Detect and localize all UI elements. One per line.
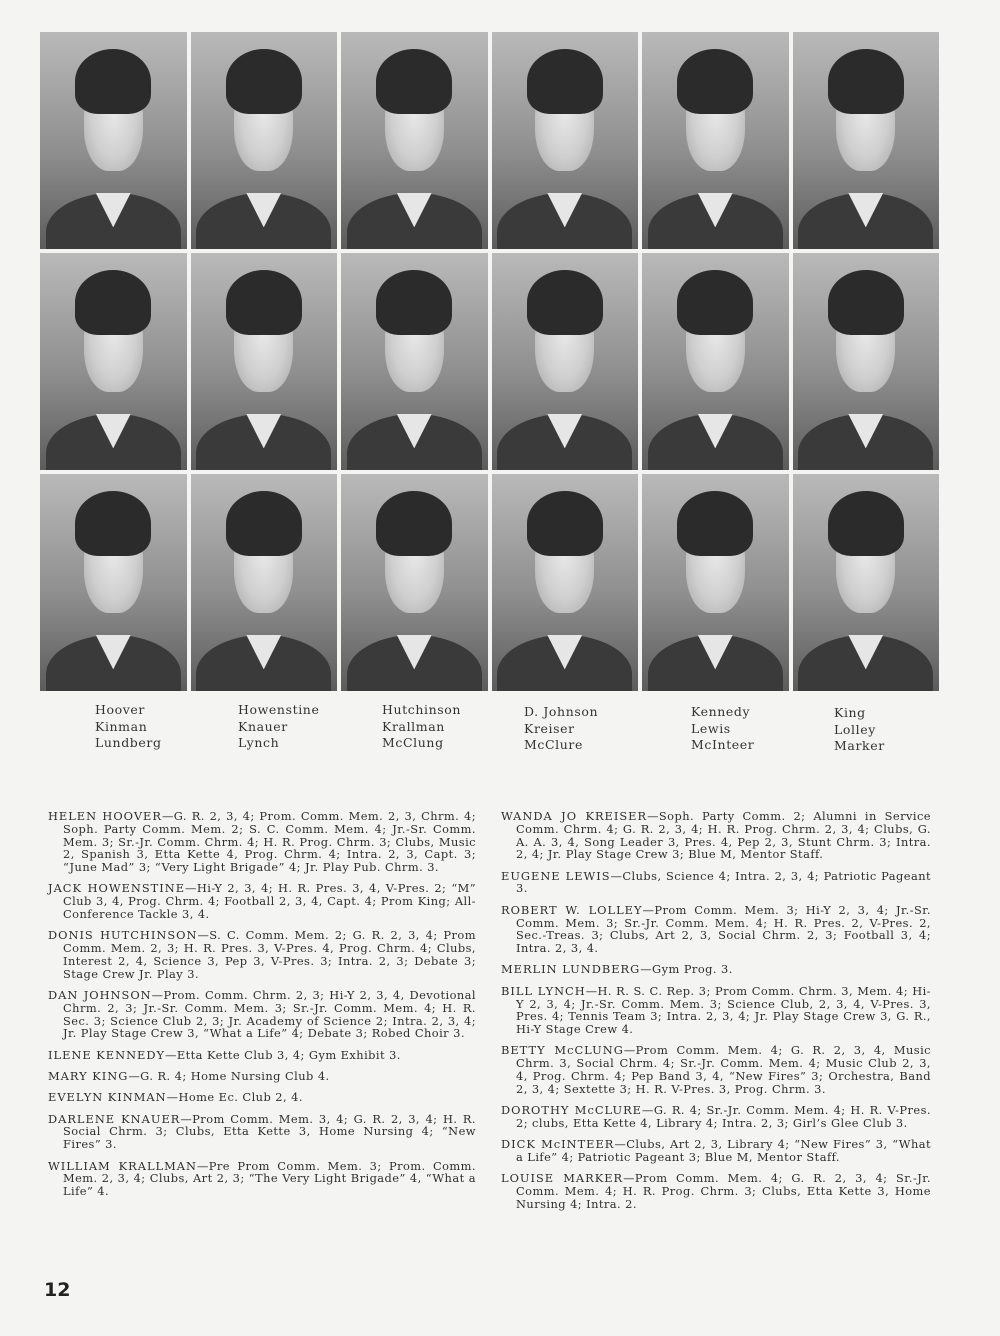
portrait-photo bbox=[341, 253, 488, 470]
student-name: BETTY McCLUNG bbox=[501, 1043, 624, 1058]
student-name: ILENE KENNEDY bbox=[48, 1047, 166, 1062]
name-column bbox=[382, 702, 461, 752]
name-column bbox=[238, 702, 319, 752]
portrait-photo bbox=[191, 32, 338, 249]
student-bio bbox=[501, 963, 931, 976]
portrait-name-key bbox=[95, 702, 915, 762]
student-name: MERLIN LUNDBERG bbox=[501, 962, 641, 977]
portrait-photo bbox=[492, 32, 639, 249]
student-name: DOROTHY McCLURE bbox=[501, 1103, 642, 1118]
student-bio bbox=[48, 989, 476, 1040]
student-bio bbox=[501, 1138, 931, 1164]
student-name: LOUISE MARKER bbox=[501, 1171, 624, 1186]
name-column bbox=[524, 704, 598, 754]
name-column bbox=[691, 704, 754, 754]
portrait-photo bbox=[40, 253, 187, 470]
portrait-photo bbox=[40, 32, 187, 249]
portrait-photo bbox=[341, 474, 488, 691]
student-activities: —Etta Kette Club 3, 4; Gym Exhibit 3. bbox=[165, 1047, 401, 1062]
portrait-photo bbox=[492, 474, 639, 691]
biography-column-left bbox=[48, 810, 476, 1206]
student-bio bbox=[48, 882, 476, 920]
student-name: WILLIAM KRALLMAN bbox=[48, 1158, 197, 1173]
student-surname: D. Johnson bbox=[524, 704, 599, 719]
student-name: JACK HOWENSTINE bbox=[48, 881, 186, 896]
portrait-photo bbox=[40, 474, 187, 691]
portrait-photo bbox=[642, 474, 789, 691]
student-activities: —Soph. Party Comm. 2; Alumni in Service Comm. Chrm. 4; G. R. 2, 3, 4; H. R. Prog. Chrm. 2, 3, 4; Clubs, G. A. A. 3, 4, Song Leader 3, Pres. 4, Pep 2, 3, Stunt Chrm. 3; Intra. 2, 4; Jr. Play Stage Crew 3; Blue M, Mentor Staff. bbox=[516, 809, 931, 862]
student-name: BILL LYNCH bbox=[501, 983, 586, 998]
name-column bbox=[834, 705, 885, 755]
student-surname: Kreiser bbox=[524, 720, 575, 736]
student-surname: Kinman bbox=[95, 718, 148, 734]
student-surname: McInteer bbox=[691, 737, 755, 752]
student-bio bbox=[501, 870, 931, 896]
student-surname: Kennedy bbox=[691, 704, 751, 719]
student-activities: —Prom. Comm. Chrm. 2, 3; Hi-Y 2, 3, 4, Devotional Chrm. 2, 3; Jr.-Sr. Comm. Mem. 3; Sr.-Jr. Comm. Mem. 4; H. R. Sec. 3; Science Club 2, 3; Jr. Academy of Science 2; Intra. 2, 3, 4; Jr. Play Stage Crew 3, “What a Life” 4; Debate 3; Robed Choir 3. bbox=[63, 988, 476, 1041]
student-surname: Hutchinson bbox=[382, 702, 462, 717]
portrait-photo bbox=[642, 32, 789, 249]
student-bio bbox=[501, 810, 931, 861]
student-activities: —S. C. Comm. Mem. 2; G. R. 2, 3, 4; Prom Comm. Mem. 2, 3; H. R. Pres. 3, V-Pres. 4, Prog. Chrm. 4; Clubs, Interest 2, 4, Science 3, Pep 3, V-Pres. 3; Intra. 2, 3; Debate 3; Stage Crew Jr. Play 3. bbox=[63, 928, 476, 981]
student-activities: —Clubs, Art 2, 3, Library 4; “New Fires” 3, “What a Life” 4; Patriotic Pageant 3; Blue M, Mentor Staff. bbox=[516, 1137, 931, 1165]
student-surname: King bbox=[834, 705, 866, 720]
student-activities: —Gym Prog. 3. bbox=[640, 962, 733, 977]
student-activities: —Prom Comm. Mem. 3; Hi-Y 2, 3, 4; Jr.-Sr. Comm. Mem. 3; Sr.-Jr. Comm. Mem. 4; H. R. Pres. 2, V-Pres. 2, Sec.-Treas. 3; Clubs, Art 2, 3, Social Chrm. 2, 3; Football 3, 4; Intra. 2, 3, 4. bbox=[516, 902, 931, 956]
student-surname: Lewis bbox=[691, 720, 731, 736]
student-surname: Krallman bbox=[382, 718, 445, 734]
student-bio bbox=[48, 1049, 476, 1062]
student-activities: —H. R. S. C. Rep. 3; Prom Comm. Chrm. 3, Mem. 4; Hi-Y 2, 3, 4; Jr.-Sr. Comm. Mem. 3; Science Club, 2, 3, 4, V-Pres. 3, Pres. 4; Tennis Team 3; Intra. 2, 3, 4; Jr. Play Stage Crew 3, G. R., Hi-Y Stage Crew 4. bbox=[516, 983, 931, 1037]
student-activities: —Hi-Y 2, 3, 4; H. R. Pres. 3, 4, V-Pres. 2; “M” Club 3, 4, Prog. Chrm. 4; Football 2, 3, 4, Capt. 4; Prom King; All-Conference Tackle 3, 4. bbox=[63, 881, 476, 922]
student-activities: —Prom Comm. Mem. 4; G. R. 2, 3, 4; Sr.-Jr. Comm. Mem. 4; H. R. Prog. Chrm. 3; Clubs, Etta Kette 3, Home Nursing 4; Intra. 2. bbox=[516, 1171, 931, 1211]
student-activities: —Prom Comm. Mem. 3, 4; G. R. 2, 3, 4; H. R. Social Chrm. 3; Clubs, Etta Kette 3, Home Nursing 4; “New Fires” 3. bbox=[63, 1111, 476, 1152]
student-activities: —G. R. 4; Sr.-Jr. Comm. Mem. 4; H. R. V-Pres. 2; clubs, Etta Kette 4, Library 4; Intra. 2, 3; Girl’s Glee Club 3. bbox=[516, 1103, 931, 1130]
portrait-photo bbox=[793, 474, 940, 691]
biography-column-right bbox=[501, 810, 931, 1219]
portrait-grid bbox=[40, 32, 939, 691]
student-bio bbox=[48, 1160, 476, 1198]
student-activities: —G. R. 4; Home Nursing Club 4. bbox=[128, 1069, 330, 1084]
portrait-photo bbox=[191, 253, 338, 470]
student-activities: —Clubs, Science 4; Intra. 2, 3, 4; Patriotic Pageant 3. bbox=[516, 868, 932, 896]
student-surname: McClure bbox=[524, 737, 583, 752]
student-bio bbox=[501, 1104, 931, 1130]
portrait-photo bbox=[492, 253, 639, 470]
name-column bbox=[95, 702, 162, 752]
portrait-photo bbox=[191, 474, 338, 691]
student-name: MARY KING bbox=[48, 1069, 129, 1084]
student-bio bbox=[48, 929, 476, 980]
portrait-photo bbox=[642, 253, 789, 470]
student-bio bbox=[48, 1113, 476, 1151]
student-surname: McClung bbox=[382, 735, 444, 750]
student-surname: Howenstine bbox=[238, 702, 320, 717]
student-name: EVELYN KINMAN bbox=[48, 1090, 167, 1105]
student-name: ROBERT W. LOLLEY bbox=[501, 902, 643, 917]
student-name: DONIS HUTCHINSON bbox=[48, 928, 198, 943]
student-bio bbox=[48, 1091, 476, 1104]
student-name: EUGENE LEWIS bbox=[501, 868, 611, 883]
student-bio bbox=[48, 1070, 476, 1083]
student-activities: —Prom Comm. Mem. 4; G. R. 2, 3, 4, Music Chrm. 3, Social Chrm. 4; Sr.-Jr. Comm. Mem. 4; Music Club 2, 3, 4, Prog. Chrm. 4; Pep Band 3, 4, “New Fires” 3; Orchestra, Band 2, 3, 4; Sextette 3; H. R. V-Pres. 3, Prog. Chrm. 3. bbox=[516, 1043, 931, 1096]
student-activities: —Pre Prom Comm. Mem. 3; Prom. Comm. Mem. 2, 3, 4; Clubs, Art 2, 3; “The Very Light Brigade” 4, “What a Life” 4. bbox=[63, 1158, 476, 1199]
student-surname: Marker bbox=[834, 738, 885, 753]
student-name: WANDA JO KREISER bbox=[501, 809, 648, 823]
student-bio bbox=[501, 985, 931, 1036]
student-name: DICK McINTEER bbox=[501, 1137, 615, 1152]
student-bio bbox=[501, 904, 931, 955]
page-number: 12 bbox=[44, 1279, 71, 1301]
student-surname: Knauer bbox=[238, 718, 288, 734]
student-surname: Hoover bbox=[95, 702, 145, 717]
student-name: DAN JOHNSON bbox=[48, 988, 152, 1003]
student-surname: Lundberg bbox=[95, 735, 162, 750]
student-activities: —Home Ec. Club 2, 4. bbox=[166, 1090, 303, 1105]
student-bio bbox=[501, 1044, 931, 1095]
portrait-photo bbox=[793, 253, 940, 470]
student-bio bbox=[501, 1172, 931, 1210]
portrait-photo bbox=[341, 32, 488, 249]
student-name: DARLENE KNAUER bbox=[48, 1111, 181, 1126]
student-name: HELEN HOOVER bbox=[48, 809, 162, 823]
student-activities: —G. R. 2, 3, 4; Prom. Comm. Mem. 2, 3, Chrm. 4; Soph. Party Comm. Mem. 2; S. C. Comm. Mem. 4; Jr.-Sr. Comm. Mem. 3; Sr.-Jr. Comm. Chrm. 4; H. R. Prog. Chrm. 3; Clubs, Music 2, Spanish 3, Etta Kette 4, Prog. Chrm. 4; Intra. 2, 3, Capt. 3; “June Mad” 3; “Very Light Brigade” 4; Jr. Play Pub. Chrm. 3. bbox=[63, 809, 476, 875]
student-surname: Lynch bbox=[238, 735, 280, 750]
student-surname: Lolley bbox=[834, 721, 876, 737]
student-bio bbox=[48, 810, 476, 874]
portrait-photo bbox=[793, 32, 940, 249]
